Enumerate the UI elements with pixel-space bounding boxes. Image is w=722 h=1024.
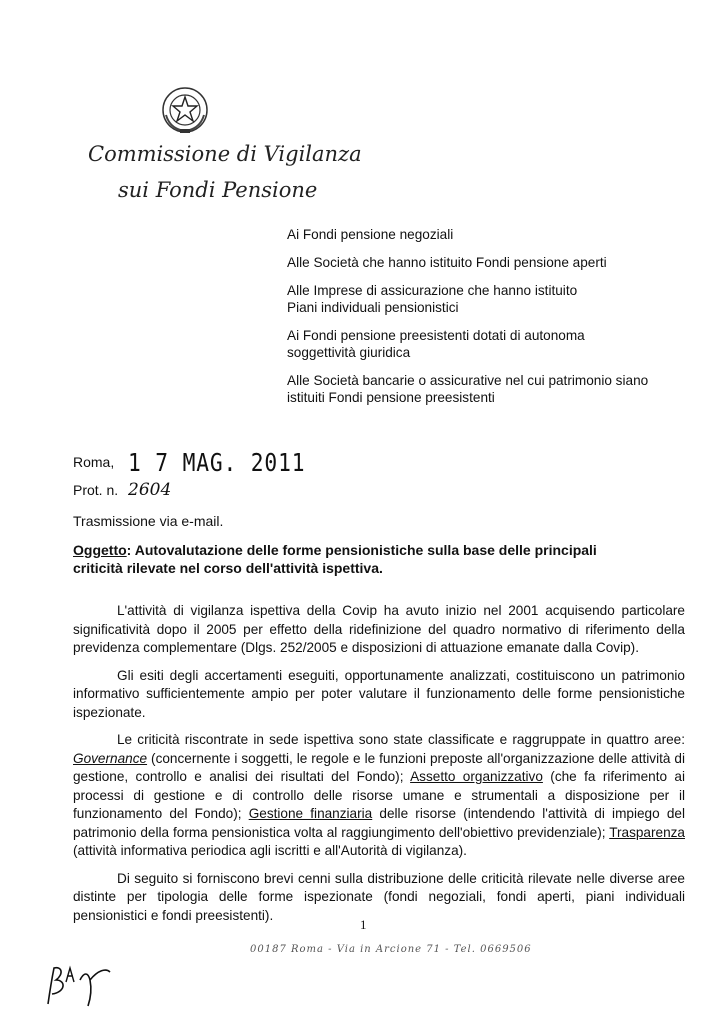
paragraph: Di seguito si forniscono brevi cenni sulla distribuzione delle criticità rilevate nelle diverse aree distinte per tipologia delle forme ispezionate (fondi negoziali, fondi aperti, piani individuali pensionistici e fondi preesistenti). <box>73 870 685 923</box>
footer-address: 00187 Roma - Via in Arcione 71 - Tel. 0669506 <box>250 944 532 955</box>
area-desc: delle risorse (intendendo l'attività di impiego del patrimonio della forma pensionistica volta al raggiungimento dell'obiettivo previdenziale); <box>73 806 685 840</box>
recipients-block <box>287 226 687 417</box>
recipient: Alle Società che hanno istituito Fondi pensione aperti <box>287 255 607 270</box>
letterhead-line2: sui Fondi Pensione <box>118 178 318 202</box>
date-stamp: 1 7 MAG. 2011 <box>128 448 306 477</box>
prot-label: Prot. n. <box>73 482 119 498</box>
subject-label: Oggetto <box>73 542 127 558</box>
prot-number: 2604 <box>128 480 172 500</box>
paragraph-intro: Le criticità riscontrate in sede ispettiva sono state classificate e raggruppate in quattro aree: <box>117 732 685 747</box>
handwritten-initials <box>40 960 120 1010</box>
recipient: Alle Società bancarie o assicurative nel cui patrimonio siano istituiti Fondi pensione preesistenti <box>287 373 649 405</box>
area-trasparenza: Trasparenza <box>609 824 685 840</box>
letter-body <box>73 602 685 934</box>
paragraph: Gli esiti degli accertamenti eseguiti, opportunamente analizzati, costituiscono un patrimonio informativo sufficientemente ampio per poter valutare il funzionamento delle forme pensionistiche ispezionate. <box>73 667 685 720</box>
area-gestione: Gestione finanziaria <box>248 806 373 821</box>
subject-text: Autovalutazione delle forme pensionistiche sulla base delle principali criticità rilevate nel corso dell'attività ispettiva. <box>73 542 597 576</box>
page-number: 1 <box>360 917 367 932</box>
transmission-note: Trasmissione via e-mail. <box>73 513 224 529</box>
paragraph: L'attività di vigilanza ispettiva della Covip ha avuto inizio nel 2001 acquisendo particolare significatività dopo il 2005 per effetto della ridefinizione del quadro normativo di riferimento della previdenza complementare (Dlgs. 252/2005 e disposizioni di attuazione emanate dalla Covip). <box>73 603 685 655</box>
letterhead-line1: Commissione di Vigilanza <box>88 142 362 166</box>
area-desc: (che fa riferimento ai processi di gestione e di controllo delle risorse umane e strumentali a disposizione per il funzionamento del Fondo); <box>73 769 685 821</box>
recipient: Ai Fondi pensione preesistenti dotati di autonoma soggettività giuridica <box>287 328 585 360</box>
place-date <box>73 448 337 477</box>
recipient: Alle Imprese di assicurazione che hanno istituito Piani individuali pensionistici <box>287 283 578 315</box>
area-governance: Governance <box>73 750 148 766</box>
subject: Oggetto: Autovalutazione delle forme pensionistiche sulla base delle principali criticità rilevate nel corso dell'attività ispettiva. <box>73 542 597 576</box>
area-desc: (concernente i soggetti, le regole e le funzioni preposte all'organizzazione delle attività di gestione, controllo e analisi dei risultati del Fondo); <box>73 750 685 784</box>
protocol-line <box>73 480 171 500</box>
paragraph <box>73 731 685 861</box>
recipient: Ai Fondi pensione negoziali <box>287 227 454 242</box>
place-label: Roma, <box>73 454 115 470</box>
area-desc: (attività informativa periodica agli iscritti e all'Autorità di vigilanza). <box>73 843 467 858</box>
italian-republic-emblem-icon <box>160 85 210 135</box>
area-assetto: Assetto organizzativo <box>410 769 543 784</box>
